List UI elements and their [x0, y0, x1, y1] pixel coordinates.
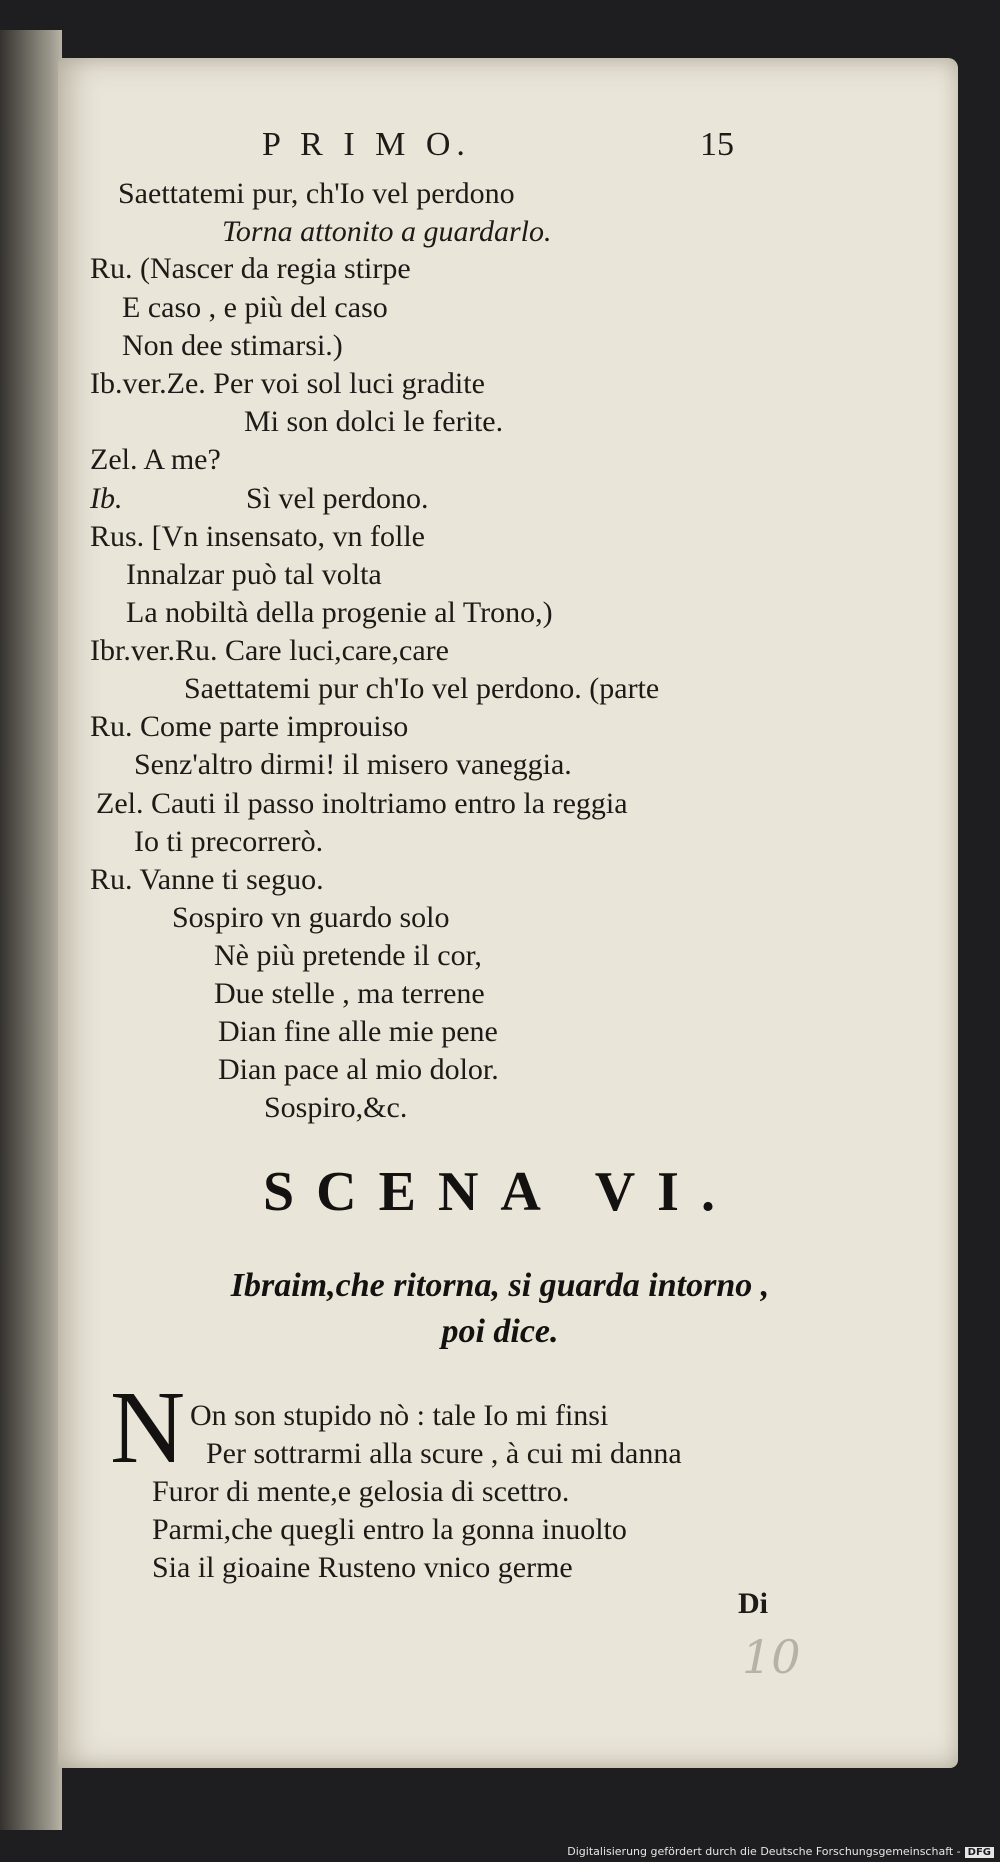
- digitization-credit: [567, 1845, 994, 1858]
- verse-line: Furor di mente,e gelosia di scettro.: [152, 1475, 570, 1508]
- verse-line: Io ti precorrerò.: [134, 825, 324, 858]
- verse-line: Ru. Vanne ti seguo.: [90, 863, 324, 896]
- drop-cap: N: [110, 1370, 186, 1485]
- verse-line: On son stupido nò : tale Io mi finsi: [190, 1399, 609, 1432]
- verse-line: Senz'altro dirmi! il misero vaneggia.: [134, 748, 572, 781]
- scene-description: Ibraim,che ritorna, si guarda intorno ,: [230, 1267, 770, 1304]
- aria-line: Sospiro,&c.: [264, 1091, 408, 1124]
- handwritten-page-number: 10: [742, 1630, 801, 1684]
- scene-description-cont: poi dice.: [441, 1313, 559, 1350]
- verse-line: Per sottrarmi alla scure , à cui mi danna: [206, 1437, 682, 1470]
- verse-line: Sì vel perdono.: [246, 482, 429, 515]
- aria-line: Nè più pretende il cor,: [214, 939, 482, 972]
- dfg-logo: DFG: [965, 1847, 994, 1858]
- verse-line: Saettatemi pur, ch'Io vel perdono: [118, 177, 515, 210]
- speaker-line: Zel. A me?: [90, 443, 221, 476]
- verse-line: E caso , e più del caso: [122, 291, 388, 324]
- credit-text: Digitalisierung gefördert durch die Deutsche Forschungsgemeinschaft -: [567, 1845, 961, 1858]
- page-number: 15: [700, 126, 734, 163]
- running-head: P R I M O.: [262, 126, 471, 163]
- verse-line: Rus. [Vn insensato, vn folle: [90, 520, 425, 553]
- verse-line: Parmi,che quegli entro la gonna inuolto: [152, 1513, 627, 1546]
- aria-line: Dian pace al mio dolor.: [218, 1053, 499, 1086]
- aria-line: Due stelle , ma terrene: [214, 977, 485, 1010]
- book-binding-edge: [0, 30, 62, 1830]
- aria-line: Sospiro vn guardo solo: [172, 901, 450, 934]
- verse-line: Zel. Cauti il passo inoltriamo entro la reggia: [96, 787, 628, 820]
- stage-direction: Torna attonito a guardarlo.: [222, 215, 552, 248]
- verse-line: Sia il gioaine Rusteno vnico germe: [152, 1551, 573, 1584]
- verse-line: Ibr.ver.Ru. Care luci,care,care: [90, 634, 449, 667]
- scene-title: SCENA VI.: [263, 1161, 737, 1223]
- verse-line: La nobiltà della progenie al Trono,): [126, 596, 553, 629]
- verse-line: Ru. Come parte improuiso: [90, 710, 409, 743]
- verse-line: Saettatemi pur ch'Io vel perdono. (parte: [184, 672, 660, 705]
- verse-line: Ru. (Nascer da regia stirpe: [90, 252, 411, 285]
- speaker-label: Ib.: [90, 482, 123, 515]
- verse-line: Ib.ver.Ze. Per voi sol luci gradite: [90, 367, 485, 400]
- catchword: Di: [738, 1587, 768, 1620]
- verse-line: Non dee stimarsi.): [122, 329, 343, 362]
- verse-line: Innalzar può tal volta: [126, 558, 382, 591]
- verse-line: Mi son dolci le ferite.: [244, 405, 504, 438]
- aria-line: Dian fine alle mie pene: [218, 1015, 498, 1048]
